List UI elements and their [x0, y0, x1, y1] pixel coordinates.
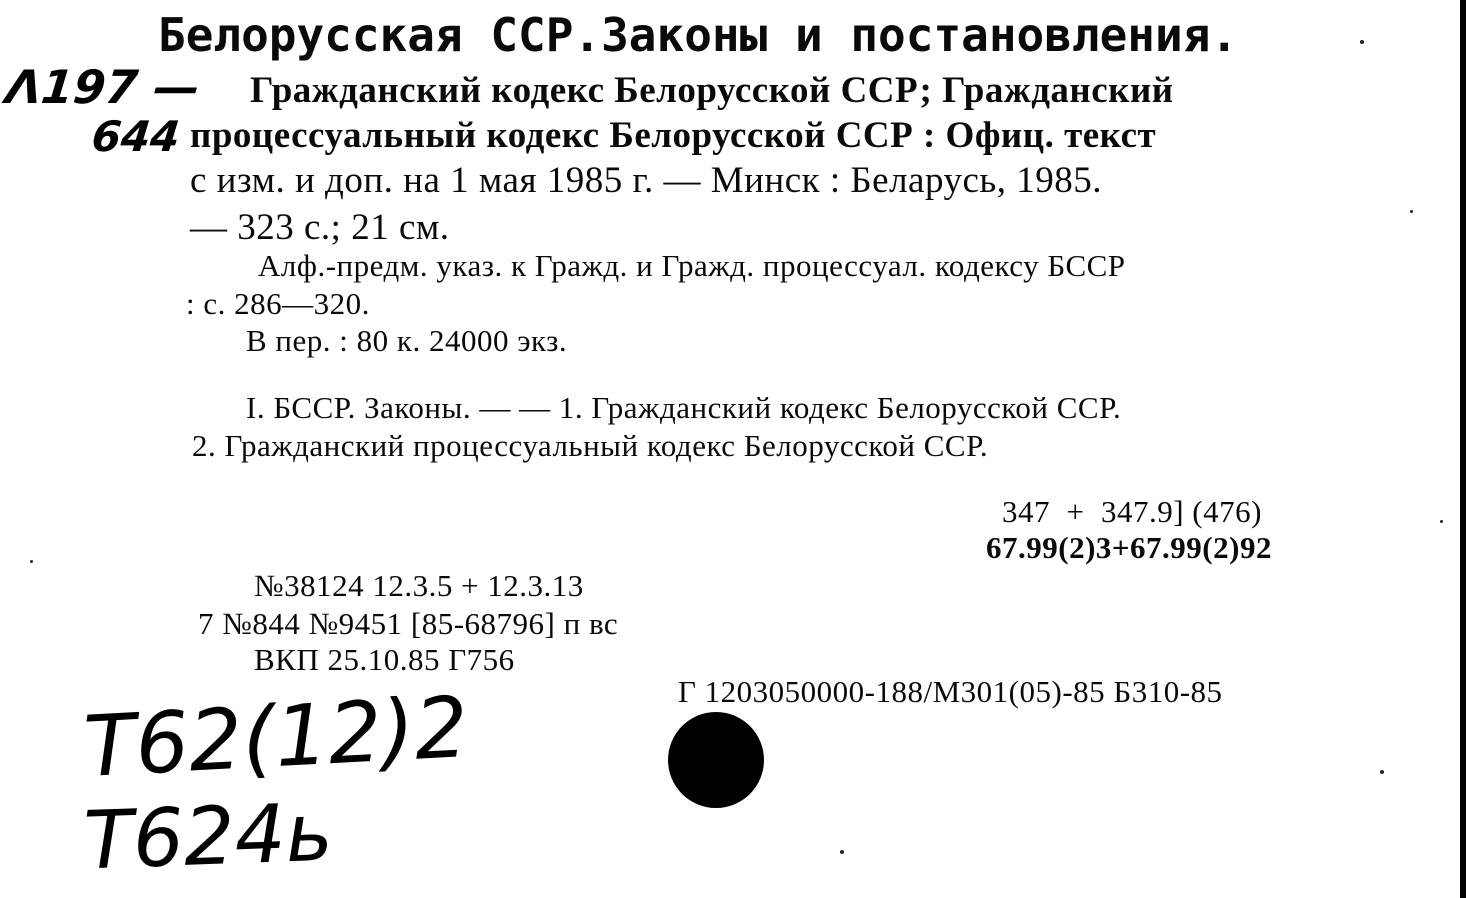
imprint-code: Г 1203050000-188/М301(05)-85 Б310-85 [678, 674, 1223, 709]
registry-line1: №38124 12.3.5 + 12.3.13 [254, 568, 584, 603]
card-heading: Белорусская ССР.Законы и постановления. [158, 8, 1239, 62]
entry-line4: — 323 с.; 21 см. [190, 207, 450, 248]
speck [1360, 40, 1364, 44]
notes-line1: Алф.-предм. указ. к Гражд. и Гражд. процессуал. кодексу БССР [258, 248, 1126, 283]
speck [1410, 210, 1413, 213]
notes-line2: : с. 286—320. [186, 286, 370, 321]
entry-line1: Гражданский кодекс Белорусской ССР; Гражданский [250, 70, 1174, 111]
punch-hole [668, 712, 764, 808]
call-number-line2: 644 [89, 112, 183, 161]
speck [1440, 520, 1443, 523]
speck [30, 560, 33, 563]
registry-line3: ВКП 25.10.85 Г756 [254, 642, 515, 677]
classification-line1: 347 + 347.9] (476) [1002, 494, 1262, 529]
speck [840, 850, 844, 854]
tracings-line1: I. БССР. Законы. — — 1. Гражданский кодекс Белорусской ССР. [246, 390, 1122, 425]
notes-line3: В пер. : 80 к. 24000 экз. [246, 323, 568, 358]
handwritten-mark-2: Т624ь [82, 785, 335, 888]
tracings-line2: 2. Гражданский процессуальный кодекс Белорусской ССР. [192, 428, 989, 463]
entry-line2: процессуальный кодекс Белорусской ССР : Офиц. текст [190, 115, 1157, 156]
call-number-line1: Λ197 — [3, 60, 203, 114]
registry-line2: 7 №844 №9451 [85-68796] п вс [198, 606, 619, 641]
entry-line3: с изм. и доп. на 1 мая 1985 г. — Минск : Беларусь, 1985. [190, 160, 1103, 201]
handwritten-mark-1: Т62(12)2 [81, 678, 471, 796]
speck [1380, 770, 1384, 774]
card-edge [1460, 0, 1466, 898]
classification-line2: 67.99(2)3+67.99(2)92 [986, 530, 1272, 565]
